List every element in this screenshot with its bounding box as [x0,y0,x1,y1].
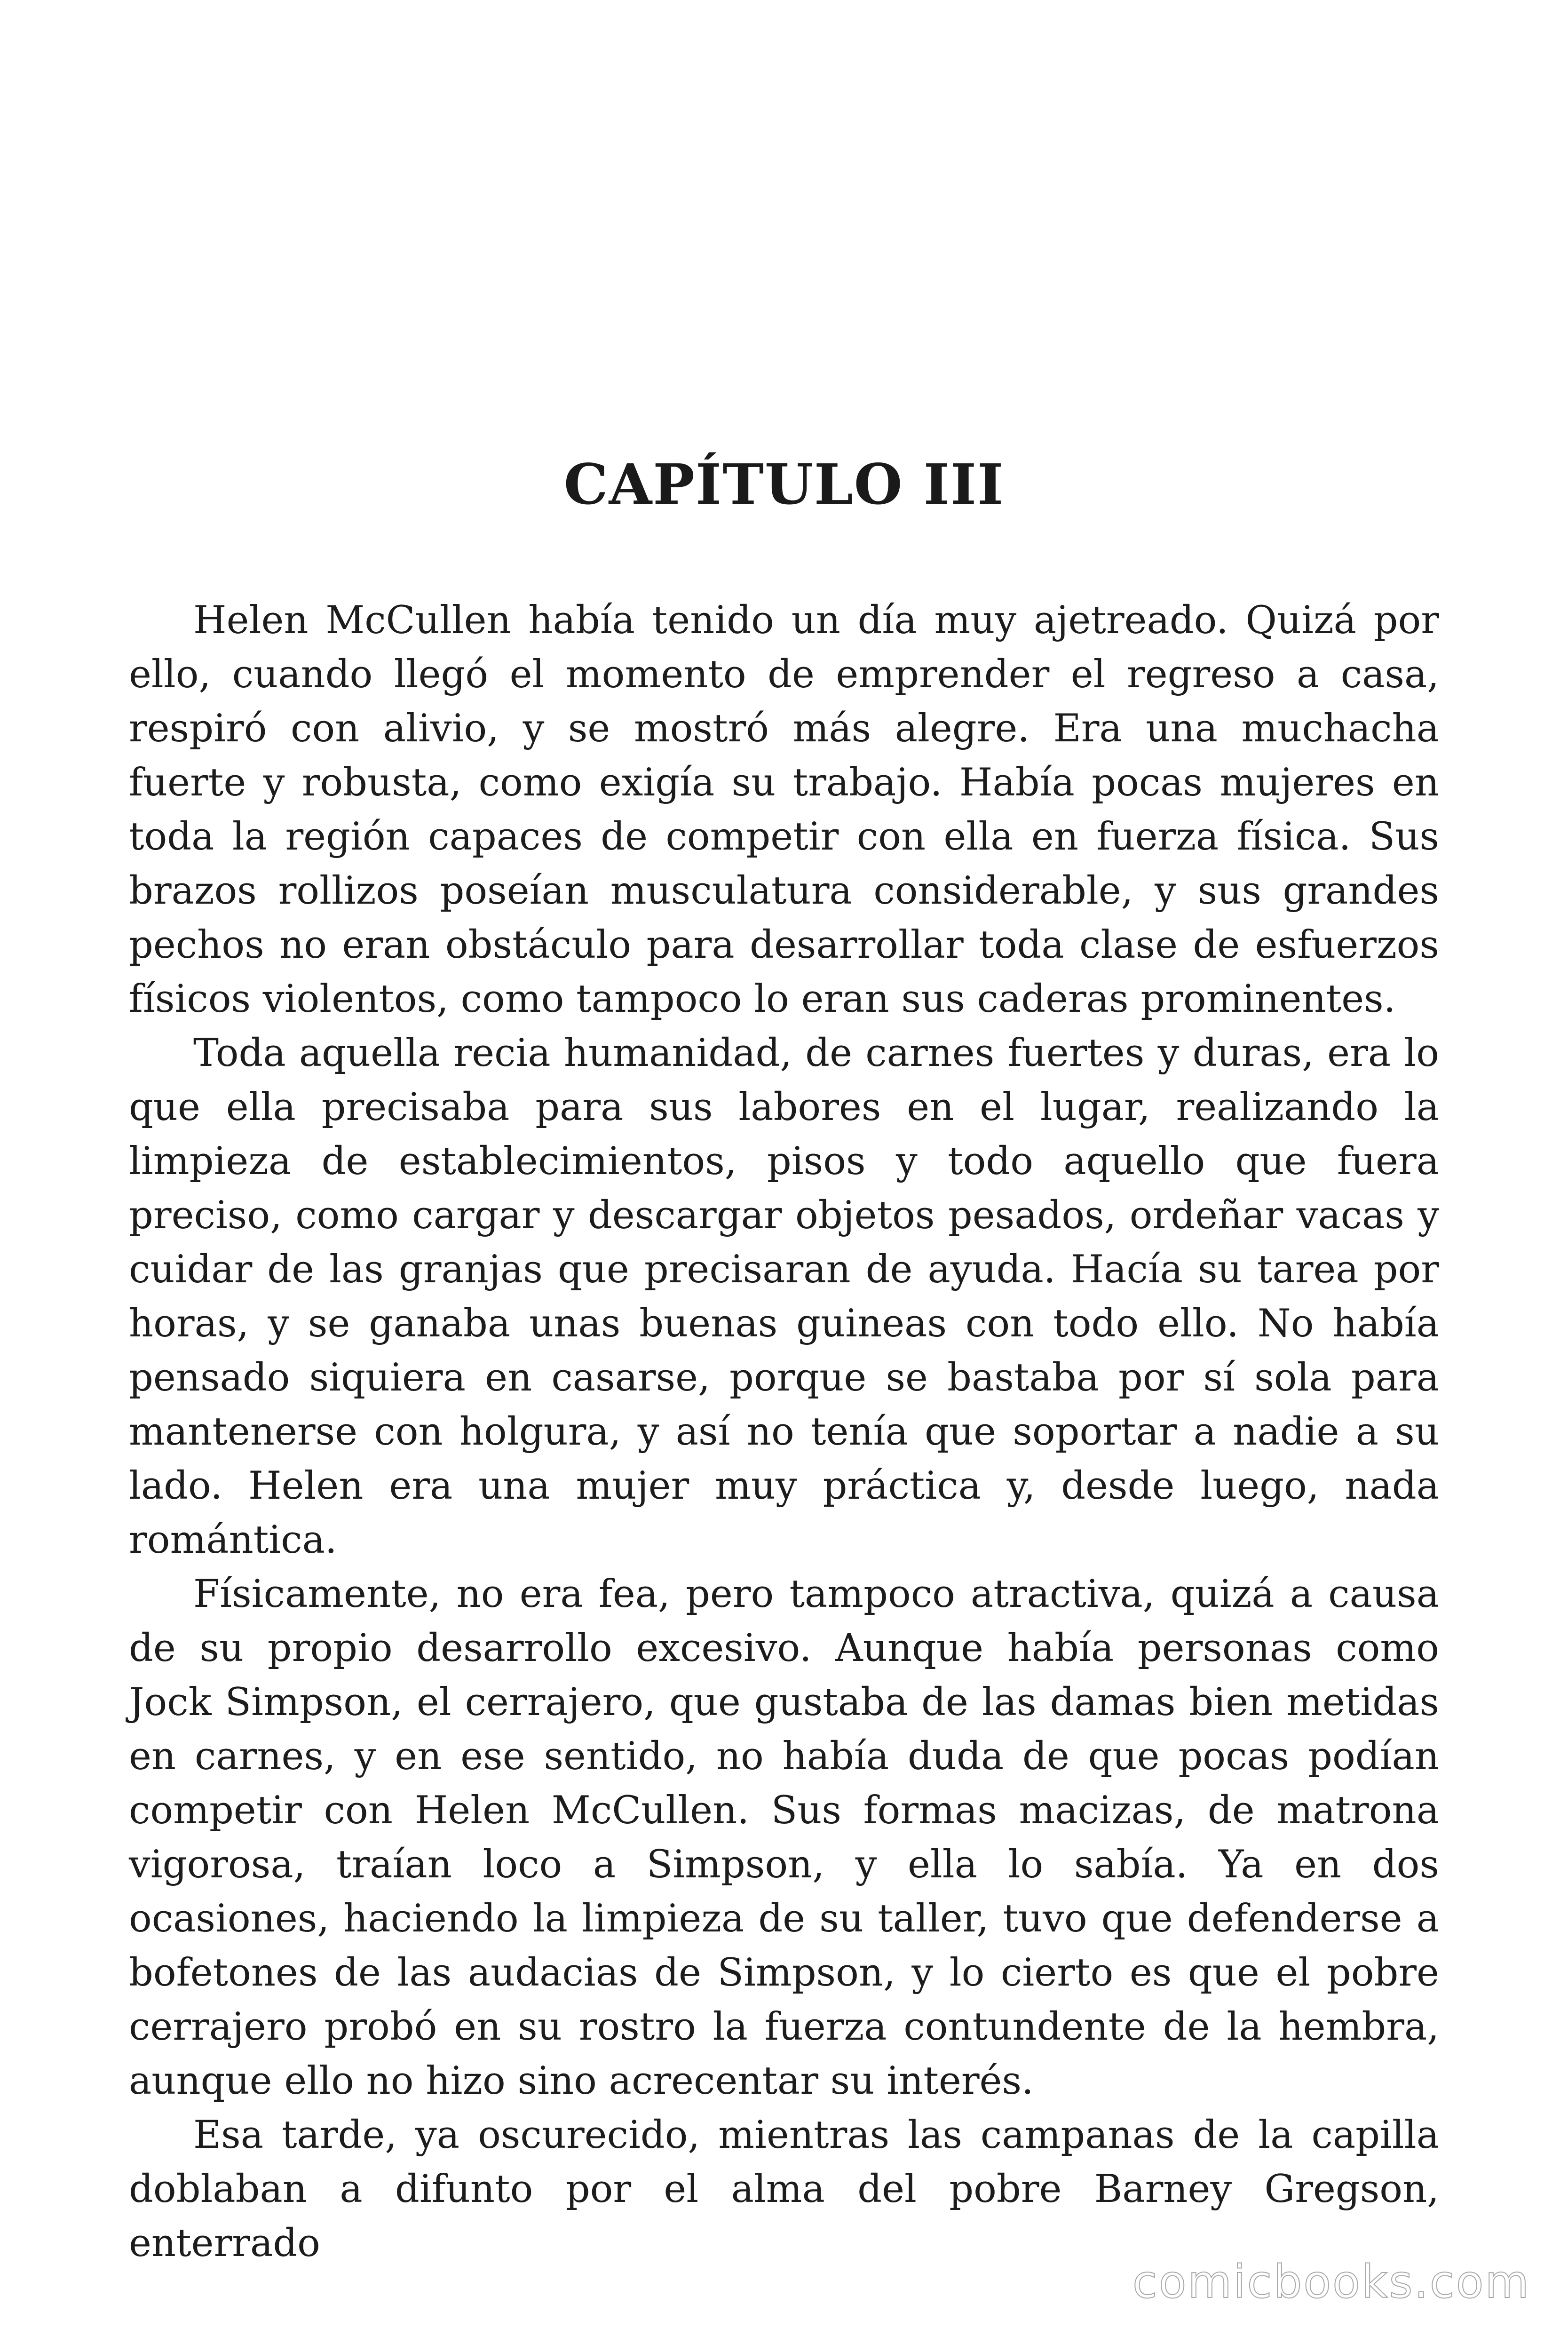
paragraph: Esa tarde, ya oscurecido, mientras las campanas de la capilla doblaban a difunto por el alma del pobre Barney Gregson, enterrado [129,2113,1439,2265]
paragraph: Toda aquella recia humanidad, de carnes fuertes y duras, era lo que ella precisaba para sus labores en el lugar, realizando la limpieza de establecimientos, pisos y todo aquello que fuera preciso, como cargar y descargar objetos pesados, ordeñar vacas y cuidar de las granjas que precisaran de ayuda. Hacía su tarea por horas, y se ganaba unas buenas guineas con todo ello. No había pensado siquiera en casarse, porque se bastaba por sí sola para mantenerse con holgura, y así no tenía que soportar a nadie a su lado. Helen era una mujer muy práctica y, desde luego, nada romántica. [129,1031,1439,1562]
watermark: comicbooks.com [1132,2256,1530,2308]
paragraph: Físicamente, no era fea, pero tampoco atractiva, quizá a causa de su propio desarrollo excesivo. Aunque había personas como Jock Simpson, el cerrajero, que gustaba de las damas bien metidas en carnes, y en ese sentido, no había duda de que pocas podían competir con Helen McCullen. Sus formas macizas, de matrona vigorosa, traían loco a Simpson, y ella lo sabía. Ya en dos ocasiones, haciendo la limpieza de su taller, tuvo que defenderse a bofetones de las audacias de Simpson, y lo cierto es que el pobre cerrajero probó en su rostro la fuerza contundente de la hembra, aunque ello no hizo sino acrecentar su interés. [129,1572,1439,2103]
paragraph: Helen McCullen había tenido un día muy ajetreado. Quizá por ello, cuando llegó el momento de emprender el regreso a casa, respiró con alivio, y se mostró más alegre. Era una muchacha fuerte y robusta, como exigía su trabajo. Había pocas mujeres en toda la región capaces de competir con ella en fuerza física. Sus brazos rollizos poseían musculatura considerable, y sus grandes pechos no eran obstáculo para desarrollar toda clase de esfuerzos físicos violentos, como tampoco lo eran sus caderas prominentes. [129,598,1439,1021]
chapter-body [129,594,1439,2271]
chapter-title: CAPÍTULO III [563,452,1005,517]
